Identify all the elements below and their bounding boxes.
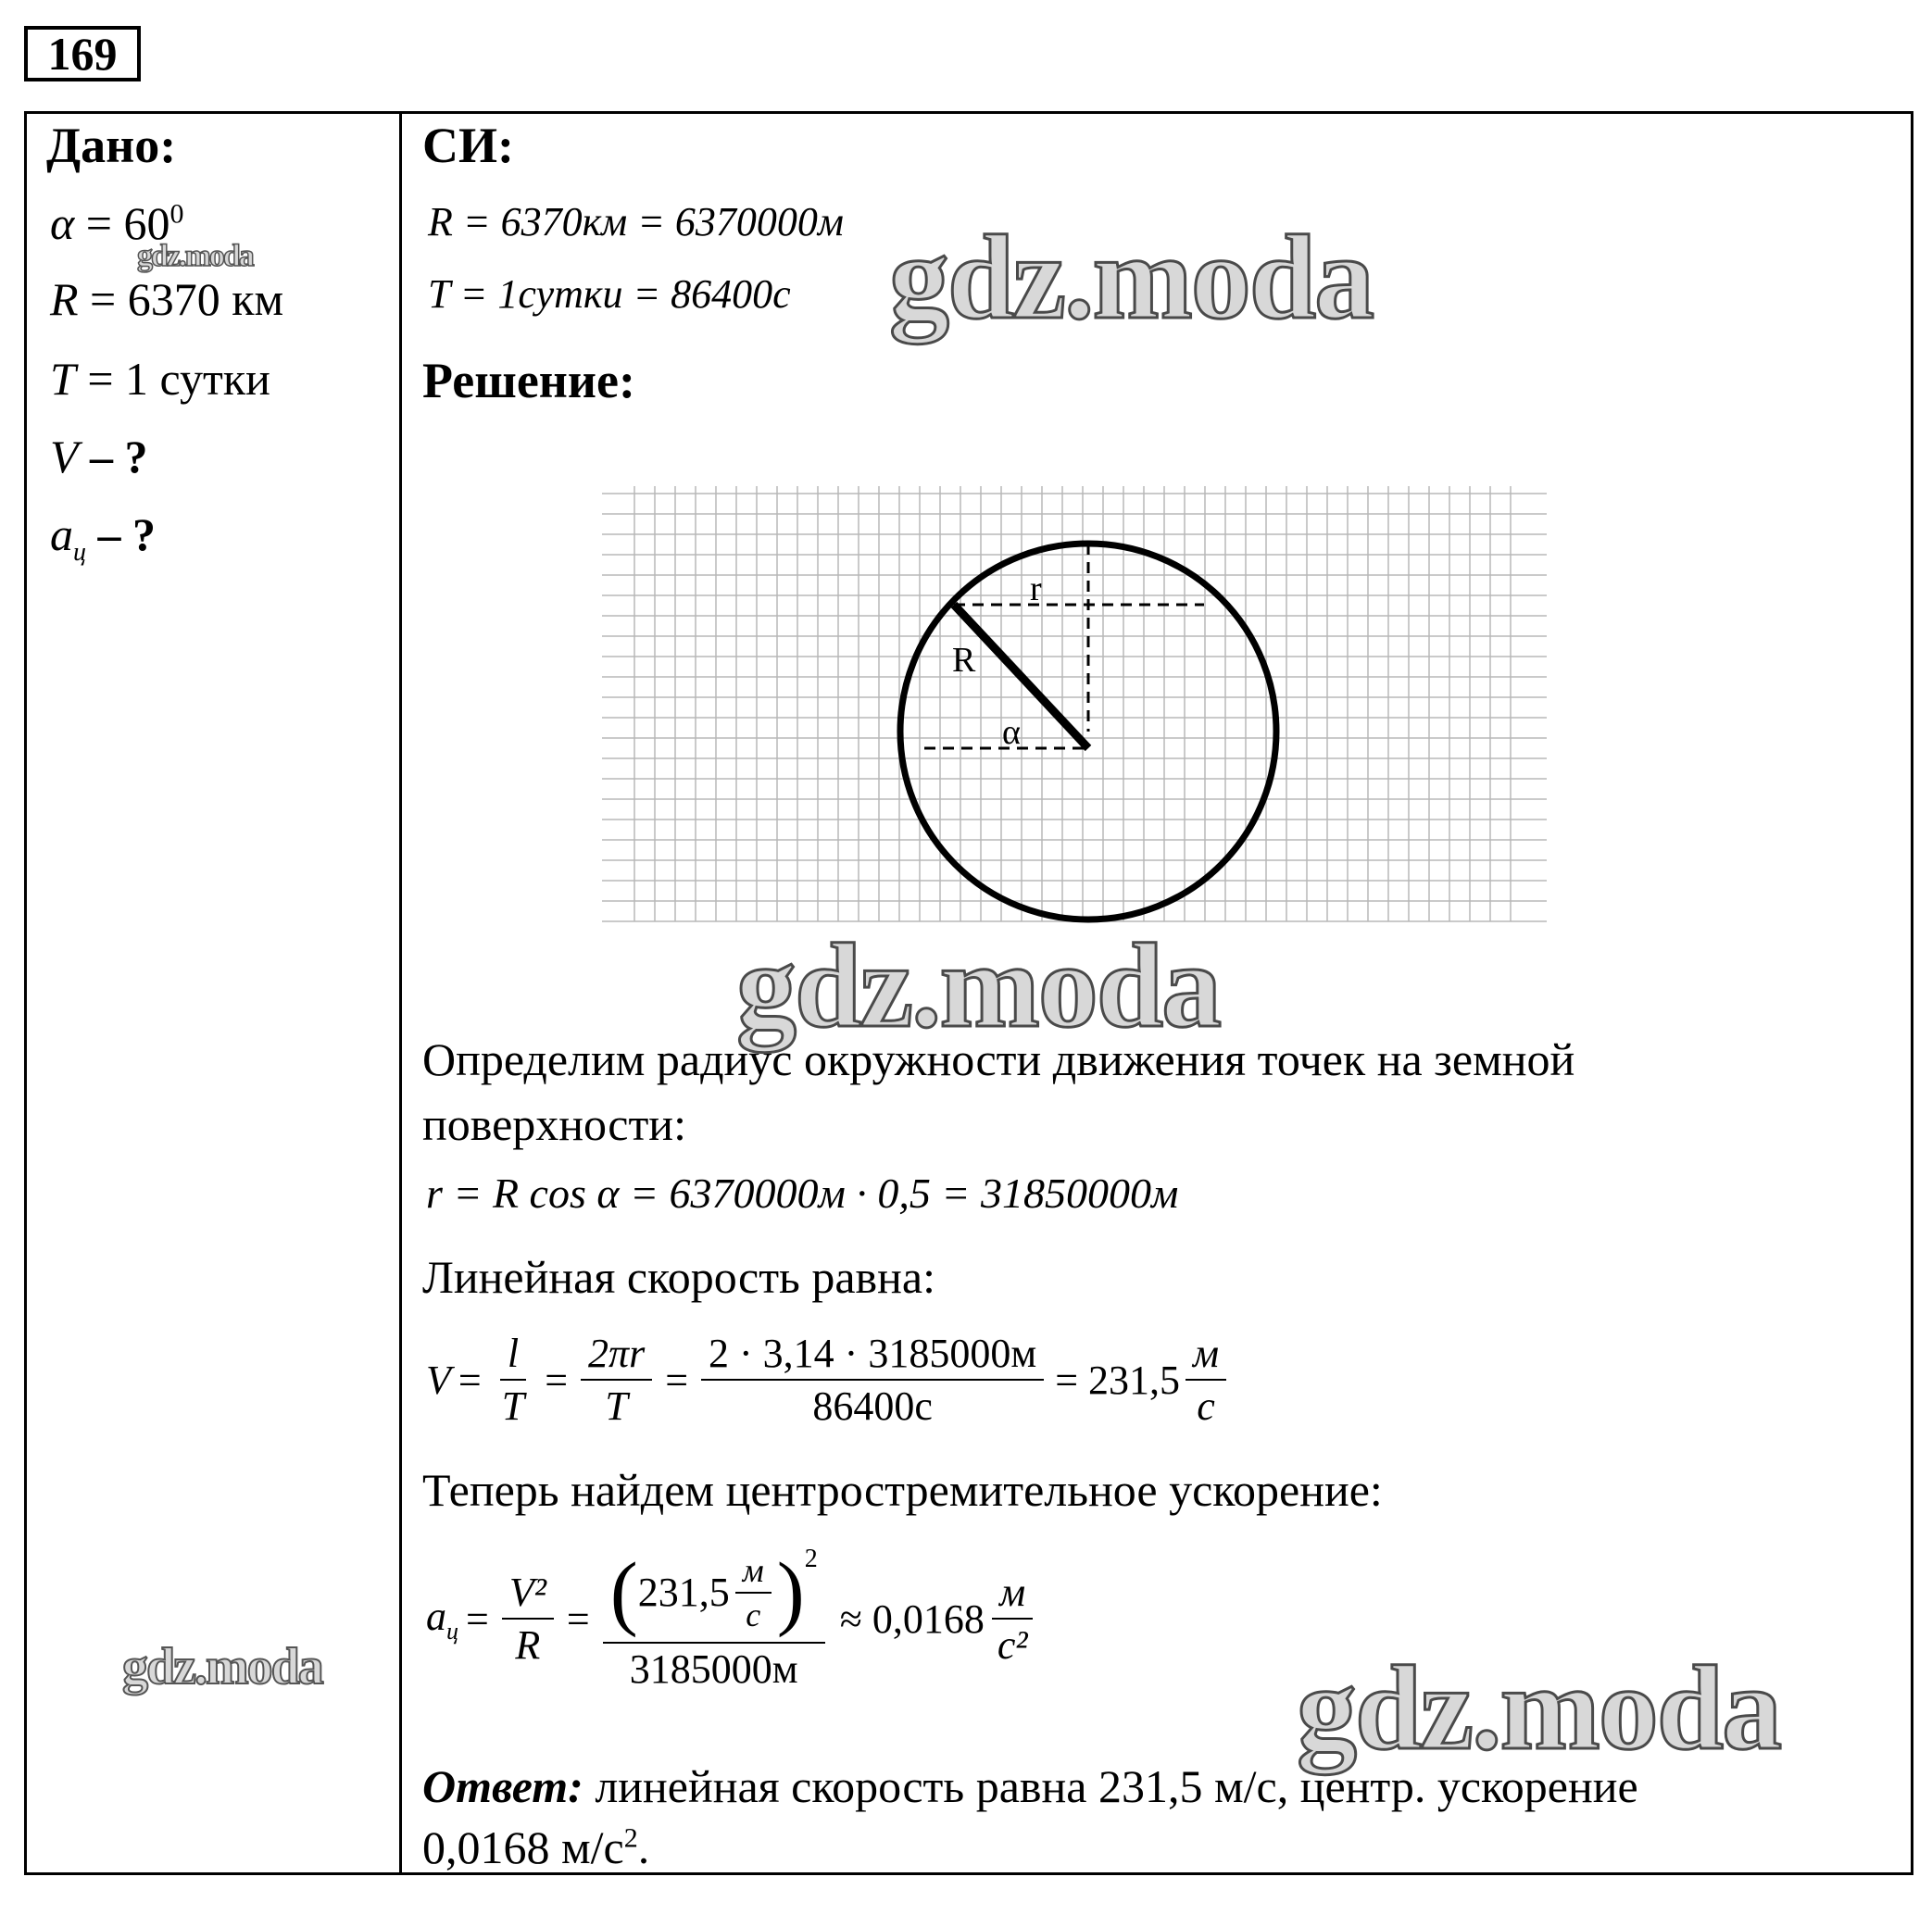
column-divider xyxy=(399,111,402,1875)
denominator: 3185000м xyxy=(629,1646,798,1692)
unknown-acceleration xyxy=(50,507,156,568)
numerator: 2πr xyxy=(581,1330,652,1381)
acceleration-symbol: a xyxy=(50,508,73,560)
given-radius xyxy=(50,272,283,326)
si-heading: СИ: xyxy=(422,118,514,173)
label-r: r xyxy=(1030,569,1042,608)
numerator: l xyxy=(500,1330,526,1381)
answer-text-2: 0,0168 м/с xyxy=(422,1821,624,1873)
paren-open: ( xyxy=(609,1546,638,1638)
answer-line-2 xyxy=(422,1821,649,1874)
fraction-l-over-t xyxy=(495,1330,532,1430)
equals-sign: = xyxy=(458,1357,482,1403)
radius-value: = 6370 км xyxy=(90,273,284,325)
radius-explanation-cont: поверхности: xyxy=(422,1098,686,1150)
grid-paper xyxy=(602,486,1547,921)
solution-heading: Решение: xyxy=(422,353,635,408)
fraction-v2-over-r xyxy=(502,1569,554,1669)
denominator: с xyxy=(1197,1383,1215,1429)
a-symbol: a xyxy=(426,1593,446,1639)
alpha-symbol: α xyxy=(50,197,75,249)
fraction-numeric xyxy=(701,1330,1044,1430)
acceleration-formula xyxy=(426,1545,1041,1693)
equals-sign: = xyxy=(545,1357,569,1403)
velocity-formula xyxy=(426,1330,1232,1430)
acceleration-unit xyxy=(990,1569,1035,1669)
degree-superscript: 0 xyxy=(169,198,184,230)
watermark-left: gdz.moda xyxy=(122,1638,322,1696)
radius-formula: r = R cos α = 6370000м · 0,5 = 31850000м xyxy=(426,1170,1179,1217)
si-period-conversion: T = 1сутки = 86400с xyxy=(428,271,791,317)
v-lhs: V xyxy=(426,1357,451,1403)
earth-diagram xyxy=(602,486,1556,935)
numerator: V² xyxy=(502,1569,554,1620)
given-period xyxy=(50,352,270,406)
numerator xyxy=(603,1545,825,1644)
velocity-value: 231,5 xyxy=(637,1570,730,1615)
watermark-bottom: gdz.moda xyxy=(1297,1642,1781,1775)
inner-unit xyxy=(735,1551,772,1634)
acceleration-question: – ? xyxy=(97,508,156,560)
velocity-result: = 231,5 xyxy=(1055,1357,1181,1403)
velocity-unit xyxy=(1186,1330,1226,1430)
acceleration-subscript: ц xyxy=(73,538,86,567)
velocity-symbol: V xyxy=(50,431,79,482)
denominator: T xyxy=(605,1383,628,1429)
denominator: с² xyxy=(997,1622,1028,1668)
problem-number: 169 xyxy=(24,26,141,81)
alpha-value: = 60 xyxy=(85,197,170,249)
period-value: = 1 сутки xyxy=(87,353,270,405)
denominator: R xyxy=(515,1622,541,1668)
answer-period: . xyxy=(637,1821,650,1873)
watermark-top: gdz.moda xyxy=(889,211,1374,344)
power: 2 xyxy=(804,1545,818,1573)
equals-sign: = xyxy=(566,1595,590,1642)
fraction-numeric-accel xyxy=(603,1545,825,1693)
numerator: м xyxy=(992,1569,1033,1620)
acceleration-result: ≈ 0,0168 xyxy=(839,1595,985,1642)
fraction-2pir-over-t xyxy=(581,1330,652,1430)
unknown-velocity xyxy=(50,430,148,483)
radius-symbol: R xyxy=(50,273,79,325)
numerator: м xyxy=(735,1551,772,1594)
denominator: T xyxy=(501,1383,525,1429)
answer-label: Ответ: xyxy=(422,1760,583,1812)
period-symbol: T xyxy=(50,353,76,405)
numerator: м xyxy=(1186,1330,1226,1381)
acceleration-explanation: Теперь найдем центростремительное ускорение: xyxy=(422,1464,1383,1516)
velocity-explanation: Линейная скорость равна: xyxy=(422,1251,936,1303)
answer-superscript: 2 xyxy=(623,1822,638,1854)
si-radius-conversion: R = 6370км = 6370000м xyxy=(428,199,845,244)
velocity-question: – ? xyxy=(90,431,148,482)
watermark-middle: gdz.moda xyxy=(736,920,1221,1053)
label-R: R xyxy=(952,641,976,680)
a-lhs xyxy=(426,1593,458,1645)
equals-sign: = xyxy=(466,1595,489,1642)
denominator: 86400с xyxy=(812,1383,933,1429)
equals-sign: = xyxy=(665,1357,689,1403)
a-subscript: ц xyxy=(446,1617,458,1645)
label-alpha: α xyxy=(1002,713,1021,752)
given-heading: Дано: xyxy=(46,118,177,173)
radius-explanation: Определим радиус окружности движения точек на земной xyxy=(422,1033,1575,1085)
watermark-small: gdz.moda xyxy=(137,239,253,273)
numerator: 2 · 3,14 · 3185000м xyxy=(701,1330,1044,1381)
denominator: с xyxy=(746,1595,761,1633)
answer-text: линейная скорость равна 231,5 м/с, центр. ускорение xyxy=(595,1760,1638,1812)
paren-close: ) xyxy=(776,1546,805,1638)
